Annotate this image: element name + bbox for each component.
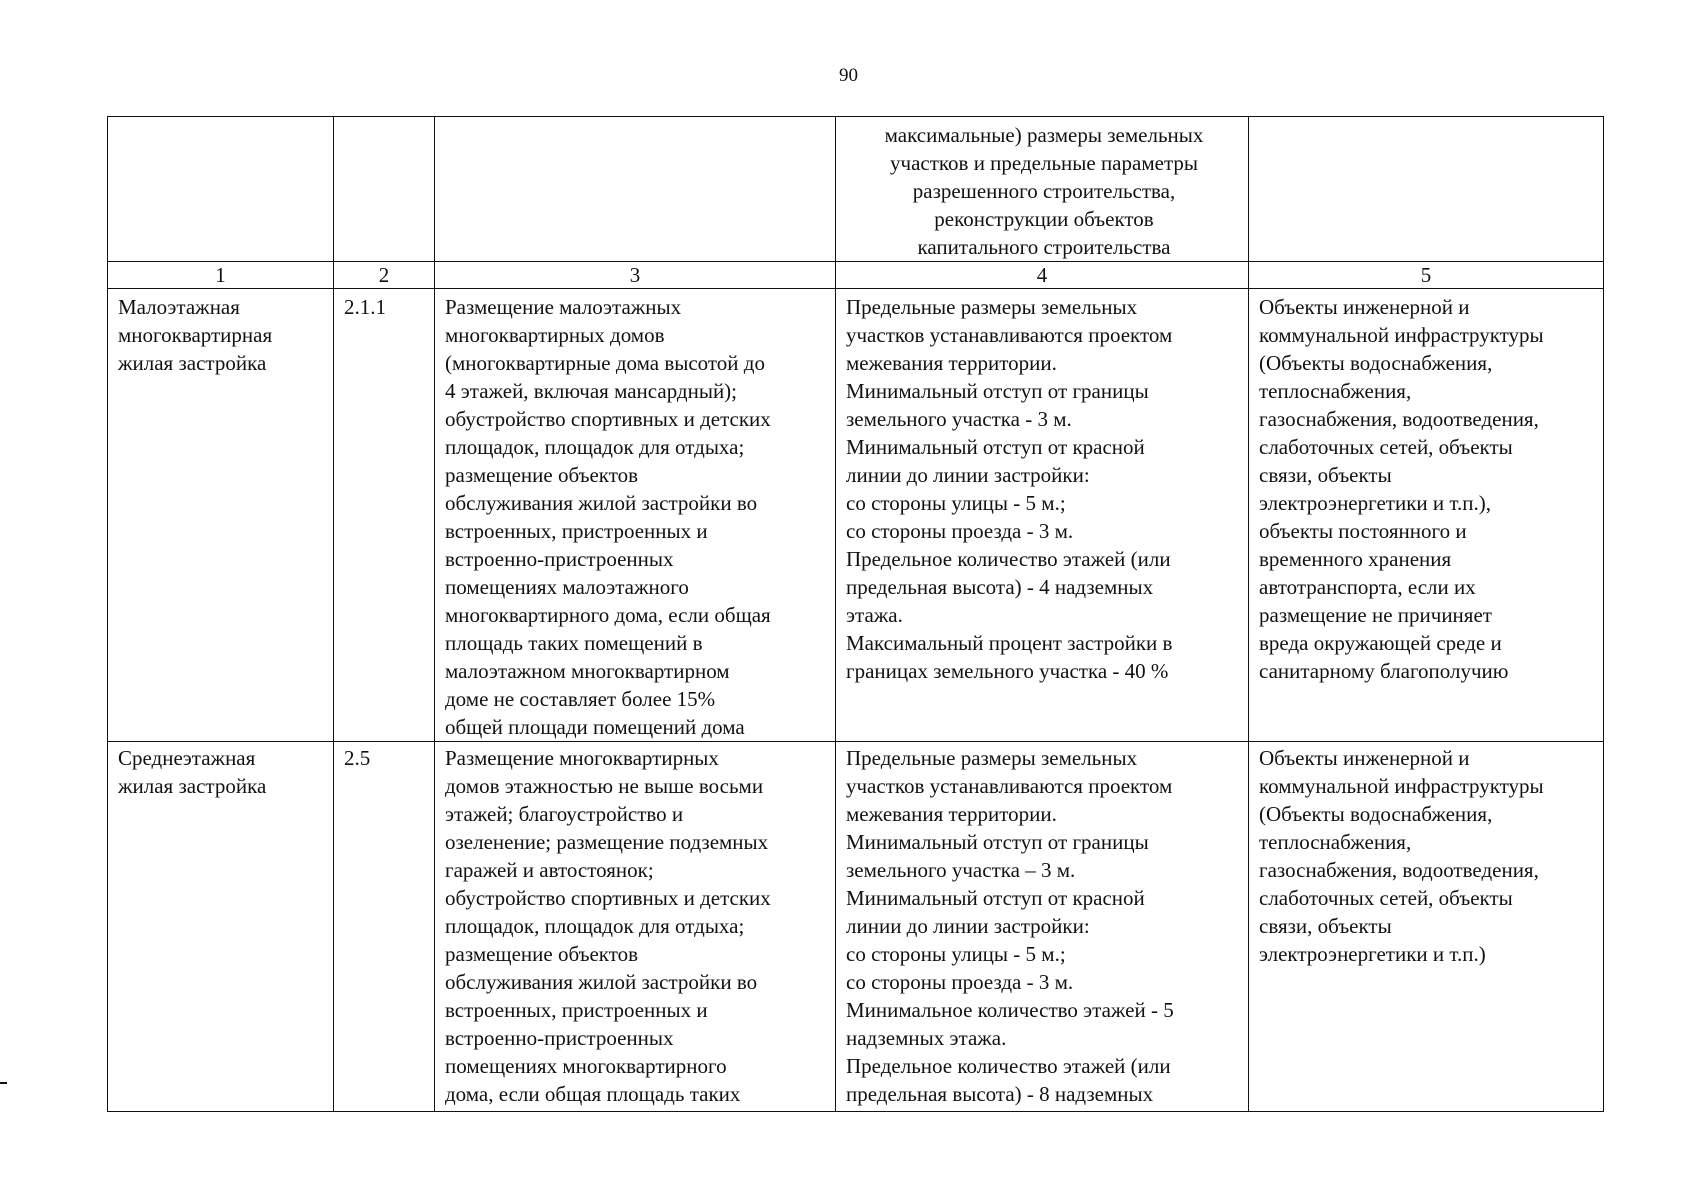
table-row	[108, 742, 1604, 1112]
zoning-table	[107, 116, 1604, 1112]
land-use-auxiliary: Объекты инженерной и коммунальной инфраструктуры (Объекты водоснабжения, теплоснабжения, газоснабжения, водоотведения, слаботочных сетей, объекты связи, объекты электроэнергетики и т.п.)	[1249, 742, 1604, 1112]
header-continuation-row	[108, 117, 1604, 262]
land-use-code: 2.1.1	[334, 289, 435, 742]
land-use-parameters: Предельные размеры земельных участков устанавливаются проектом межевания территории. Минимальный отступ от границы земельного участка – 3 м. Минимальный отступ от красной линии до линии застройки: со стороны улицы - 5 м.; со стороны проезда - 3 м. Минимальное количество этажей - 5 надземных этажа. Предельное количество этажей (или предельная высота) - 8 надземных	[836, 742, 1249, 1112]
column-number: 2	[334, 262, 435, 289]
column-number: 5	[1249, 262, 1604, 289]
land-use-auxiliary: Объекты инженерной и коммунальной инфраструктуры (Объекты водоснабжения, теплоснабжения, газоснабжения, водоотведения, слаботочных сетей, объекты связи, объекты электроэнергетики и т.п.), объекты постоянного и временного хранения автотранспорта, если их размещение не причиняет вреда окружающей среде и санитарному благополучию	[1249, 289, 1604, 742]
table-row	[108, 289, 1604, 742]
land-use-description: Размещение малоэтажных многоквартирных домов (многоквартирные дома высотой до 4 этажей, включая мансардный); обустройство спортивных и детских площадок, площадок для отдыха; размещение объектов обслуживания жилой застройки во встроенных, пристроенных и встроенно-пристроенных помещениях малоэтажного многоквартирного дома, если общая площадь таких помещений в малоэтажном многоквартирном доме не составляет более 15% общей площади помещений дома	[435, 289, 836, 742]
header-cell-4: максимальные) размеры земельных участков и предельные параметры разрешенного строительства, реконструкции объектов капитального строительства	[836, 117, 1249, 262]
land-use-name: Среднеэтажная жилая застройка	[108, 742, 334, 1112]
land-use-parameters: Предельные размеры земельных участков устанавливаются проектом межевания территории. Минимальный отступ от границы земельного участка - 3 м. Минимальный отступ от красной линии до линии застройки: со стороны улицы - 5 м.; со стороны проезда - 3 м. Предельное количество этажей (или предельная высота) - 4 надземных этажа. Максимальный процент застройки в границах земельного участка - 40 %	[836, 289, 1249, 742]
land-use-code: 2.5	[334, 742, 435, 1112]
header-cell-2	[334, 117, 435, 262]
column-number: 4	[836, 262, 1249, 289]
scan-edge-mark	[0, 1082, 7, 1084]
header-cell-5	[1249, 117, 1604, 262]
column-number-row	[108, 262, 1604, 289]
land-use-name: Малоэтажная многоквартирная жилая застройка	[108, 289, 334, 742]
column-number: 1	[108, 262, 334, 289]
column-number: 3	[435, 262, 836, 289]
header-cell-1	[108, 117, 334, 262]
header-cell-3	[435, 117, 836, 262]
page-number: 90	[839, 65, 858, 86]
land-use-description: Размещение многоквартирных домов этажностью не выше восьми этажей; благоустройство и озеленение; размещение подземных гаражей и автостоянок; обустройство спортивных и детских площадок, площадок для отдыха; размещение объектов обслуживания жилой застройки во встроенных, пристроенных и встроенно-пристроенных помещениях многоквартирного дома, если общая площадь таких	[435, 742, 836, 1112]
